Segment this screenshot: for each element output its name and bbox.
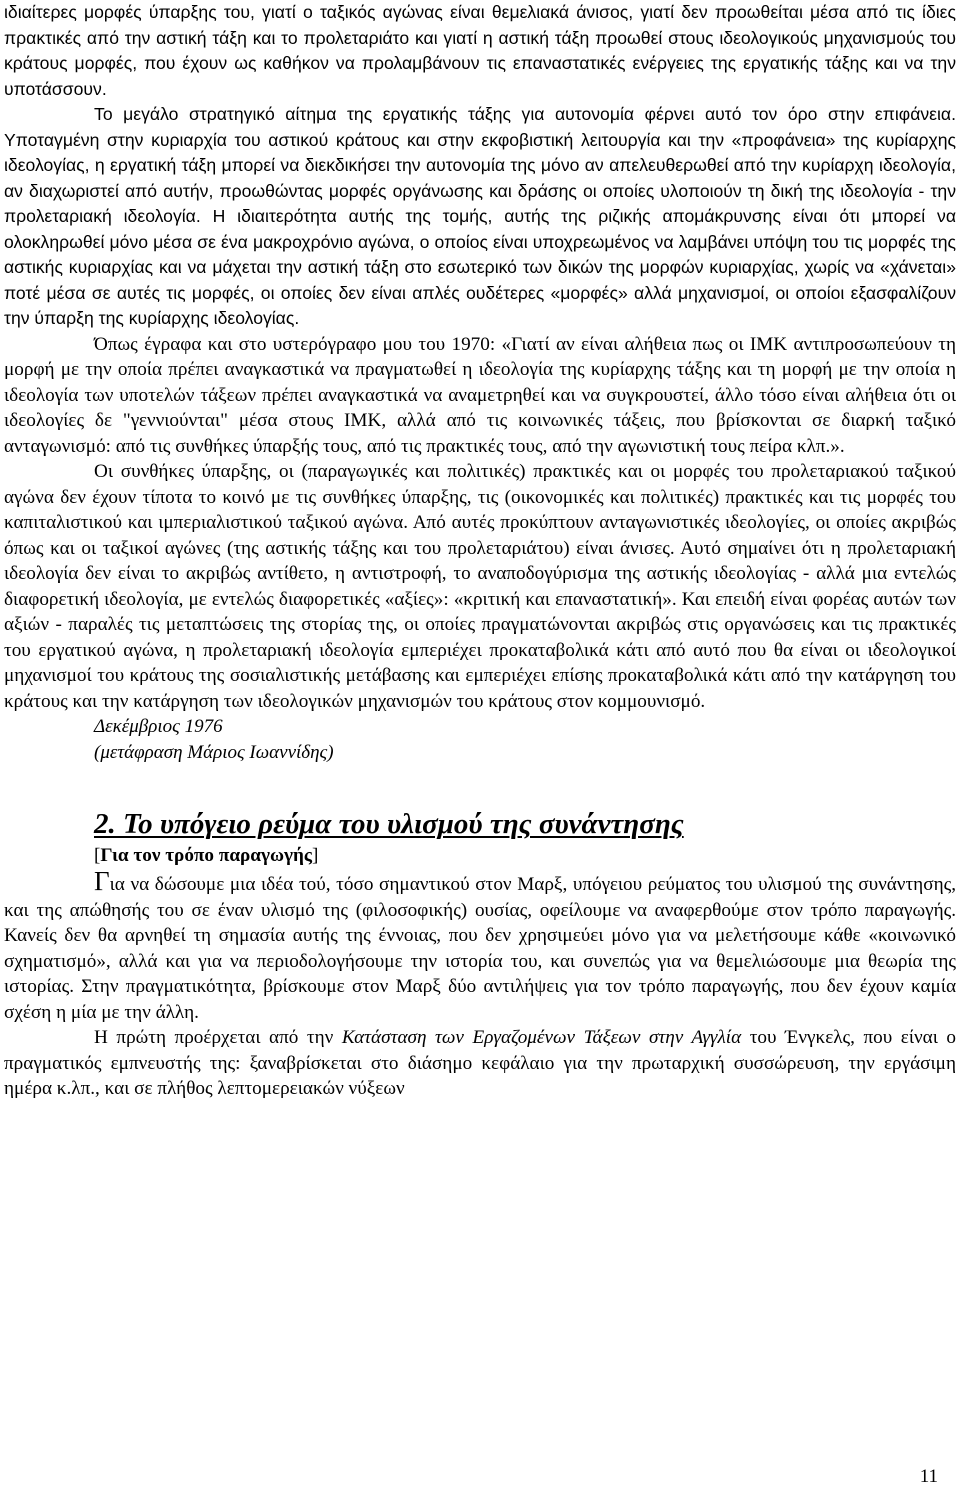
document-page <box>4 0 956 1102</box>
section-subheading <box>94 843 956 869</box>
section-heading: 2. Το υπόγειο ρεύμα του υλισμού της συνάντησης <box>94 808 684 840</box>
paragraph-class-struggle: Οι συνθήκες ύπαρξης, οι (παραγωγικές και πολιτικές) πρακτικές και οι μορφές του προλεταριακού ταξικού αγώνα δεν έχουν τίποτα το κοινό με τις συνθήκες ύπαρξης, τις (οικονομικές και πολιτικές) πρακτικές και τις μορφές του καπιταλιστικού και ιμπεριαλιστικού ταξικού αγώνα. Από αυτές προκύπτουν ανταγωνιστικές ιδεολογίες, οι οποίες ακριβώς όπως και οι ταξικοί αγώνες (της αστικής τάξης και του προλεταριάτου) είναι άνισες. Αυτό σημαίνει ότι η προλεταριακή ιδεολογία δεν είναι το ακριβώς αντίθετο, η αντιστροφή, το αναποδογύρισμα της αστικής ιδεολογίας - αλλά μια εντελώς διαφορετική ιδεολογία, με εντελώς διαφορετικές «αξίες»: «κριτική και επαναστατική». Και επειδή είναι φορέας αυτών των αξιών - παραλές τις μεταπτώσεις της στορίας της, οι οποίες πραγματώνονται ακριβώς στις οργανώσεις και τις πρακτικές του εργατικού αγώνα, η προλεταριακή ιδεολογία εμπεριέχει προκαταβολικά κάτι από αυτό που θα είναι οι ιδεολογικοί μηχανισμοί του κράτους της σοσιαλιστικής μετάβασης και εμπεριέχει επίσης προκαταβολικά κάτι από την κατάργηση του κράτους και την κατάργηση των ιδεολογικών μηχανισμών του κράτους στον κομμουνισμό. <box>4 461 956 712</box>
paragraph-mode-of-production-text: ια να δώσουμε μια ιδέα τού, τόσο σημαντικού στον Μαρξ, υπόγειου ρεύματος του υλισμού της συνάντησης, και της απώθησής του σε έναν υλισμό της (φιλοσοφικής) ουσίας, οφείλουμε να αναφερθούμε στον τρόπο παραγωγής. Κανείς δεν θα αρνηθεί τη σημασία αυτής της έννοιας, που δεν χρησιμεύει μόνο για να μελετήσουμε κάθε «κοινωνικό σχηματισμό», αλλά και για να περιοδολογήσουμε την ιστορία του, και συνεπώς για να θεμελιώσουμε μια θεωρία της ιστορίας. Στην πραγματικότητα, βρίσκουμε στον Μαρξ δύο αντιλήψεις για τον τρόπο παραγωγής, που δεν έχουν καμία σχέση η μία με την άλλη. <box>4 874 956 1023</box>
subheading-open-bracket: [ <box>94 845 101 866</box>
paragraph-mode-of-production <box>4 866 956 1025</box>
subheading-close-bracket: ] <box>311 845 319 866</box>
drop-cap: Γ <box>94 866 110 896</box>
paragraph-engels-after: του Ένγκελς, που είναι ο πραγματικός εμπνευστής της: ξαναβρίσκεται στο διάσημο κεφάλαιο για την πρωταρχική συσσώρευση, την εργάσιμη ημέρα κ.λπ., και σε πλήθος λεπτομερειακών νύξεων <box>4 1027 956 1099</box>
subheading-text: Για τον τρόπο παραγωγής <box>100 845 312 866</box>
paragraph-autonomy: Το μεγάλο στρατηγικό αίτημα της εργατικής τάξης για αυτονομία φέρνει αυτό τον όρο στην επιφάνεια. Υποταγμένη στην κυριαρχία του αστικού κράτους και στην εκφοβιστική λειτουργία και την «προφάνεια» της κυρίαρχης ιδεολογίας, η εργατική τάξη μπορεί να διεκδικήσει την αυτονομία της μόνο αν απελευθερωθεί από την κυρίαρχη ιδεολογία, αν διαχωριστεί από αυτήν, προωθώντας μορφές οργάνωσης και δράσης οι οποίες υλοποιούν τη δική της ιδεολογία - την προλεταριακή ιδεολογία. Η ιδιαιτερότητα αυτής της τομής, αυτής της ριζικής απομάκρυνσης είναι ότι μπορεί να ολοκληρωθεί μόνο μέσα σε ένα μακροχρόνιο αγώνα, ο οποίος είναι υποχρεωμένος να λαμβάνει υπόψη του τις μορφές της αστικής κυριαρχίας και να μάχεται την αστική τάξη στο εσωτερικό των δικών της μορφών κυριαρχίας, χωρίς να «χάνεται» ποτέ μέσα σε αυτές τις μορφές, οι οποίες δεν είναι απλές ουδέτερες «μορφές» αλλά μηχανισμοί, οι οποίοι εξασφαλίζουν την ύπαρξη της κυρίαρχης ιδεολογίας. <box>4 104 956 328</box>
paragraph-engels-before: Η πρώτη προέρχεται από την <box>94 1027 342 1048</box>
signature-date: Δεκέμβριος 1976 <box>94 716 223 737</box>
book-title: Κατάσταση των Εργαζομένων Τάξεων στην Αγγλία <box>341 1027 742 1048</box>
signature-translator: (μετάφραση Μάριος Ιωαννίδης) <box>94 741 334 763</box>
paragraph-engels <box>4 1025 956 1102</box>
paragraph-continued: ιδιαίτερες μορφές ύπαρξης του, γιατί ο ταξικός αγώνας είναι θεμελιακά άνισος, γιατί δεν προωθείται μέσα από τις ίδιες πρακτικές από την αστική τάξη και το προλεταριάτο και γιατί η αστική τάξη προωθεί στους ιδεολογικούς μηχανισμούς του κράτους μορφές, που έχουν ως καθήκον να προλαμβάνουν τις επαναστατικές ενέργειες της εργατικής τάξης και να την υποτάσσουν. <box>4 2 956 99</box>
paragraph-postscript-quote: Όπως έγραφα και στο υστερόγραφο μου του 1970: «Γιατί αν είναι αλήθεια πως οι ΙΜΚ αντιπροσωπεύουν τη μορφή με την οποία πρέπει αναγκαστικά να πραγματωθεί η ιδεολογία της κυρίαρχης τάξης και τη μορφή με την οποία η ιδεολογία των υποτελών τάξεων πρέπει αναγκαστικά να αναμετρηθεί και να συγκρουστεί, άλλο τόσο είναι αλήθεια ότι οι ιδεολογίες δε "γεννιούνται" μέσα στους ΙΜΚ, αλλά από τις κοινωνικές τάξεις, που βρίσκονται σε διαρκή ταξικό ανταγωνισμό: από τις συνθήκες ύπαρξής τους, από τις πρακτικές τους, από την αγωνιστική τους πείρα κλπ.». <box>4 333 956 457</box>
page-number: 11 <box>919 1466 938 1487</box>
